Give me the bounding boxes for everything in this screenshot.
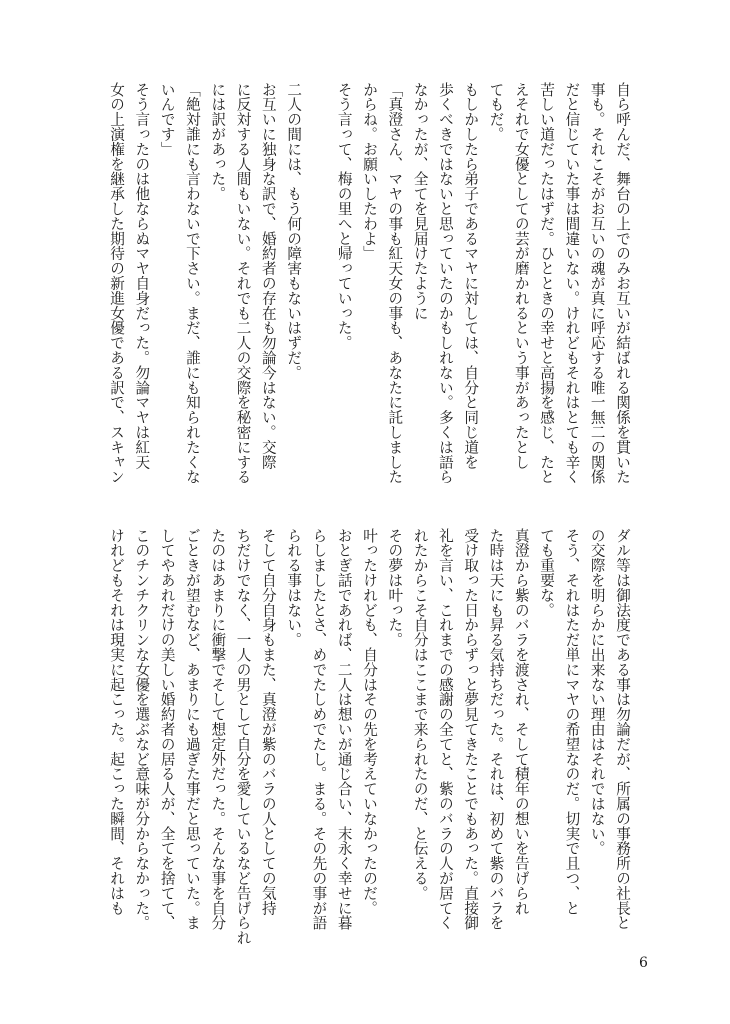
- text-line: そう、それはただ単にマヤの希望なのだ。切実で且つ、と: [563, 528, 581, 916]
- text-line: 真澄から紫のバラを渡され、そして積年の想いを告げられ: [512, 528, 530, 916]
- text-line: からね。お願いしたわよ」: [361, 82, 379, 261]
- text-line: らしましたとさ、めでたしめでたし。まる。その先の事が語: [310, 528, 328, 931]
- blank-line: [306, 82, 331, 522]
- text-line: ごときが望むなど、あまりにも過ぎた事だと思っていた。ま: [183, 528, 201, 931]
- page-number: 6: [639, 955, 648, 971]
- text-line: いんです」: [158, 82, 176, 157]
- text-line: 自ら呼んだ、舞台の上でのみお互いが結ばれる関係を貫いた: [614, 82, 631, 485]
- text-line: えそれで女優としての芸が磨かれるという事があったとし: [512, 82, 530, 470]
- text-line: に反対する人間もいない。それでも二人の交際を秘密にする: [234, 82, 252, 485]
- text-line: には訳があった。: [209, 82, 227, 202]
- text-line: 受け取った日からずっと夢見てきたことでもあった。直接御: [462, 528, 480, 931]
- text-line: の交際を明らかに出来ない理由はそれではない。: [588, 528, 606, 856]
- text-line: だと信じていた事は間違いない。けれどもそれはとても辛く: [563, 82, 581, 485]
- text-line: けれどもそれは現実に起こった。起こった瞬間、それはも: [108, 528, 126, 916]
- text-line: ても重要な。: [538, 528, 556, 618]
- text-line: その夢は叶った。: [386, 528, 404, 648]
- text-line: 礼を言い、これまでの感謝の全てと、紫のバラの人が居てく: [436, 528, 454, 931]
- text-line: 「真澄さん、マヤの事も紅天女の事も、あなたに託しました: [386, 82, 404, 485]
- text-line: そして自分自身もまた、真澄が紫のバラの人としての気持: [259, 528, 277, 916]
- text-line: ちだけでなく、一人の男として自分を愛しているなど告げられ: [234, 528, 252, 946]
- text-line: 歩くべきではないと思っていたのかもしれない。多くは語ら: [436, 82, 454, 485]
- text-line: 二人の間には、もう何の障害もないはずだ。: [285, 82, 303, 380]
- upper-text-block: [104, 82, 635, 522]
- text-line: 叶ったけれども、自分はその先を考えていなかったのだ。: [361, 528, 379, 916]
- text-line: れたからこそ自分はここまで来られたのだ、と伝える。: [411, 528, 429, 901]
- text-line: 苦しい道だったはずだ。ひとときの幸せと高揚を感じ、たと: [538, 82, 556, 485]
- text-line: てもだ。: [487, 82, 505, 142]
- text-line: そう言ったのは他ならぬマヤ自身だった。勿論マヤは紅天: [133, 82, 151, 470]
- text-line: お互いに独身な訳で、婚約者の存在も勿論今はない。交際: [259, 82, 277, 470]
- text-line: 事も。それこそがお互いの魂が真に呼応する唯一無二の関係: [588, 82, 606, 485]
- text-line: このチンチクリンな女優を選ぶなど意味が分からなかった。: [133, 528, 151, 931]
- text-line: ダル等は御法度である事は勿論だが、所属の事務所の社長と: [614, 528, 631, 931]
- text-line: 女の上演権を継承した期待の新進女優である訳で、スキャン: [108, 82, 126, 485]
- text-line: られる事はない。: [285, 528, 303, 648]
- lower-text-block: [104, 528, 635, 968]
- text-line: た時は天にも昇る気持ちだった。それは、初めて紫のバラを: [487, 528, 505, 931]
- text-line: してやあれだけの美しい婚約者の居る人が、全てを捨てて、: [158, 528, 176, 931]
- text-line: そう言って、梅の里へと帰っていった。: [335, 82, 353, 351]
- text-line: たのはあまりに衝撃でそして想定外だった。そんな事を自分: [209, 528, 227, 931]
- text-line: おとぎ話であれば、二人は想いが通じ合い、末永く幸せに暮: [335, 528, 353, 931]
- text-line: 「絶対誰にも言わないで下さい。まだ、誰にも知られたくな: [183, 82, 201, 485]
- text-line: もしかしたら弟子であるマヤに対しては、自分と同じ道を: [462, 82, 480, 470]
- text-line: なかったが、全てを見届けたように: [411, 82, 429, 321]
